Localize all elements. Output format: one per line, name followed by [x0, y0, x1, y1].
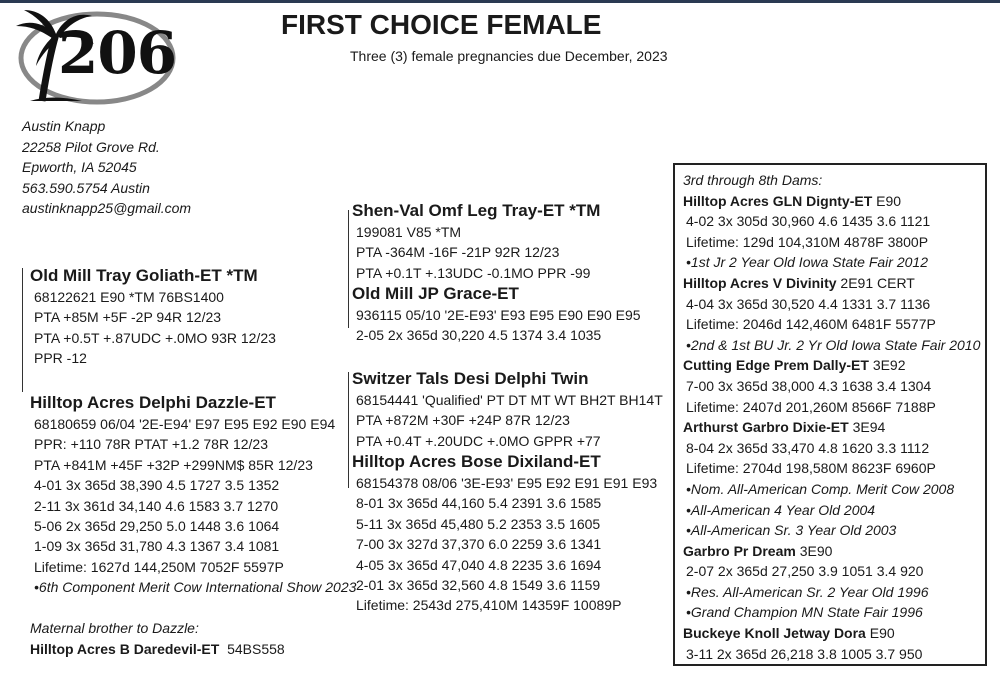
sire-line: PPR -12	[34, 350, 87, 367]
dam-entry-score: 3E92	[872, 357, 906, 374]
dam-entry-name: Arthurst Garbro Dixie-ET	[683, 419, 849, 436]
consignor-street: 22258 Pilot Grove Rd.	[22, 138, 160, 155]
dam-entry-note: •1st Jr 2 Year Old Iowa State Fair 2012	[686, 254, 928, 271]
dam-dam-block	[352, 451, 657, 616]
dam-entry-note: •Res. All-American Sr. 2 Year Old 1996	[686, 583, 929, 600]
consignor-name: Austin Knapp	[22, 118, 106, 134]
dam-dam-line: 68154378 08/06 '3E-E93' E95 E92 E91 E91 E93	[356, 475, 658, 491]
maternal-brother-code: 54BS558	[227, 640, 285, 657]
dam-line: 2-11 3x 361d 34,140 4.6 1583 3.7 1270	[34, 497, 279, 514]
dam-entry-lifetime: Lifetime: 2407d 201,260M 8566F 7188P	[686, 398, 936, 415]
dam-dam-name: Hilltop Acres Bose Dixiland-ET	[352, 452, 601, 471]
dam-entry-name: Cutting Edge Prem Dally-ET	[683, 357, 869, 374]
dam-sire-block	[352, 368, 663, 451]
dam-entry-record: 4-04 3x 365d 30,520 4.4 1331 3.7 1136	[686, 295, 931, 312]
dam-entry-score: 3E90	[799, 542, 833, 559]
pedigree-line-sire	[348, 210, 349, 328]
dam-entry-name: Hilltop Acres V Divinity	[683, 274, 837, 291]
dam-entry-note: •Grand Champion MN State Fair 1996	[686, 604, 923, 621]
dam-entry-lifetime: Lifetime: 129d 104,310M 4878F 3800P	[686, 233, 929, 250]
dam-entry-record: 3-11 2x 365d 26,218 3.8 1005 3.7 950	[686, 645, 923, 662]
dam-note: •6th Component Merit Cow International Show 2023	[34, 579, 357, 596]
dam-entry-score: 2E91 CERT	[840, 274, 915, 291]
sire-sire-block	[352, 200, 600, 283]
dam-entry-record: 4-02 3x 305d 30,960 4.6 1435 3.6 1121	[686, 213, 931, 230]
consignor-phone: 563.590.5754 Austin	[22, 179, 150, 196]
dam-line: PPR: +110 78R PTAT +1.2 78R 12/23	[34, 436, 268, 453]
maternal-brother-heading: Maternal brother to Dazzle:	[30, 620, 199, 636]
dam-entry-name: Hilltop Acres GLN Dignty-ET	[683, 192, 873, 209]
sire-block	[30, 265, 276, 369]
dam-entry-note: •All-American 4 Year Old 2004	[686, 501, 876, 518]
dam-dam-line: 7-00 3x 327d 37,370 6.0 2259 3.6 1341	[356, 536, 602, 553]
dam-entry-record: 7-00 3x 365d 38,000 4.3 1638 3.4 1304	[686, 377, 932, 394]
dam-dam-line: 4-05 3x 365d 47,040 4.8 2235 3.6 1694	[356, 556, 602, 573]
dam-dam-line: 2-01 3x 365d 32,560 4.8 1549 3.6 1159	[356, 577, 601, 594]
dam-entry-note: •2nd & 1st BU Jr. 2 Yr Old Iowa State Fair 2010	[686, 336, 981, 353]
dam-sire-name: Switzer Tals Desi Delphi Twin	[352, 369, 589, 388]
sire-line: 68122621 E90 *TM 76BS1400	[34, 289, 224, 305]
dam-entry-note: •Nom. All-American Comp. Merit Cow 2008	[686, 480, 955, 497]
dam-line: 68180659 06/04 '2E-E94' E97 E95 E92 E90 E94	[34, 416, 336, 432]
sire-sire-line: PTA -364M -16F -21P 92R 12/23	[356, 244, 560, 261]
dam-line: 5-06 2x 365d 29,250 5.0 1448 3.6 1064	[34, 518, 280, 535]
dam-sire-line: PTA +872M +30F +24P 87R 12/23	[356, 412, 570, 429]
dam-entry-score: E90	[876, 192, 902, 209]
dam-entry-name: Buckeye Knoll Jetway Dora	[683, 625, 866, 642]
consignor-email: austinknapp25@gmail.com	[22, 200, 192, 216]
dam-entry-record: 2-07 2x 365d 27,250 3.9 1051 3.4 920	[686, 563, 924, 580]
dam-dam-line: 8-01 3x 365d 44,160 5.4 2391 3.6 1585	[356, 495, 602, 512]
dams-heading: 3rd through 8th Dams:	[683, 172, 823, 188]
dams-list	[683, 170, 980, 664]
dam-line: PTA +841M +45F +32P +299NM$ 85R 12/23	[34, 456, 313, 473]
top-rule	[0, 0, 1000, 3]
dam-entry-note: •All-American Sr. 3 Year Old 2003	[686, 522, 897, 539]
dam-entry-name: Garbro Pr Dream	[683, 542, 796, 559]
dam-line: 4-01 3x 365d 38,390 4.5 1727 3.5 1352	[34, 477, 280, 494]
sire-line: PTA +85M +5F -2P 94R 12/23	[34, 309, 222, 326]
consignor-contact	[22, 116, 191, 219]
lot-number: 206	[58, 19, 177, 87]
maternal-brother	[30, 618, 285, 659]
sire-sire-name: Shen-Val Omf Leg Tray-ET *TM	[352, 201, 601, 220]
sire-dam-name: Old Mill JP Grace-ET	[352, 284, 519, 303]
dam-block	[30, 392, 356, 598]
dam-entry-record: 8-04 2x 365d 33,470 4.8 1620 3.3 1112	[686, 439, 930, 456]
sire-dam-line: 2-05 2x 365d 30,220 4.5 1374 3.4 1035	[356, 327, 602, 344]
dam-entry-score: 3E94	[852, 419, 886, 436]
maternal-brother-name: Hilltop Acres B Daredevil-ET	[30, 640, 220, 657]
consignor-city: Epworth, IA 52045	[22, 159, 137, 175]
dam-line: 1-09 3x 365d 31,780 4.3 1367 3.4 1081	[34, 538, 280, 555]
dam-dam-line: Lifetime: 2543d 275,410M 14359F 10089P	[356, 597, 622, 614]
sire-line: PTA +0.5T +.87UDC +.0MO 93R 12/23	[34, 329, 276, 346]
dam-name: Hilltop Acres Delphi Dazzle-ET	[30, 393, 276, 412]
sire-sire-line: PTA +0.1T +.13UDC -0.1MO PPR -99	[356, 264, 591, 281]
page-subtitle: Three (3) female pregnancies due December, 2023	[350, 48, 668, 64]
dam-dam-line: 5-11 3x 365d 45,480 5.2 2353 3.5 1605	[356, 515, 601, 532]
sire-sire-line: 199081 V85 *TM	[356, 224, 462, 240]
dam-entry-lifetime: Lifetime: 2704d 198,580M 8623F 6960P	[686, 460, 936, 477]
dam-entry-lifetime: Lifetime: 2046d 142,460M 6481F 5577P	[686, 316, 936, 333]
pedigree-line-main	[22, 268, 23, 392]
sire-dam-line: 936115 05/10 '2E-E93' E93 E95 E90 E90 E95	[356, 307, 641, 323]
dam-sire-line: PTA +0.4T +.20UDC +.0MO GPPR +77	[356, 432, 601, 449]
sire-name: Old Mill Tray Goliath-ET *TM	[30, 266, 258, 285]
sire-dam-block	[352, 283, 641, 346]
dam-line: Lifetime: 1627d 144,250M 7052F 5597P	[34, 558, 284, 575]
dam-sire-line: 68154441 'Qualified' PT DT MT WT BH2T BH14T	[356, 392, 663, 408]
page-title: FIRST CHOICE FEMALE	[281, 9, 602, 40]
dam-entry-score: E90	[869, 625, 895, 642]
